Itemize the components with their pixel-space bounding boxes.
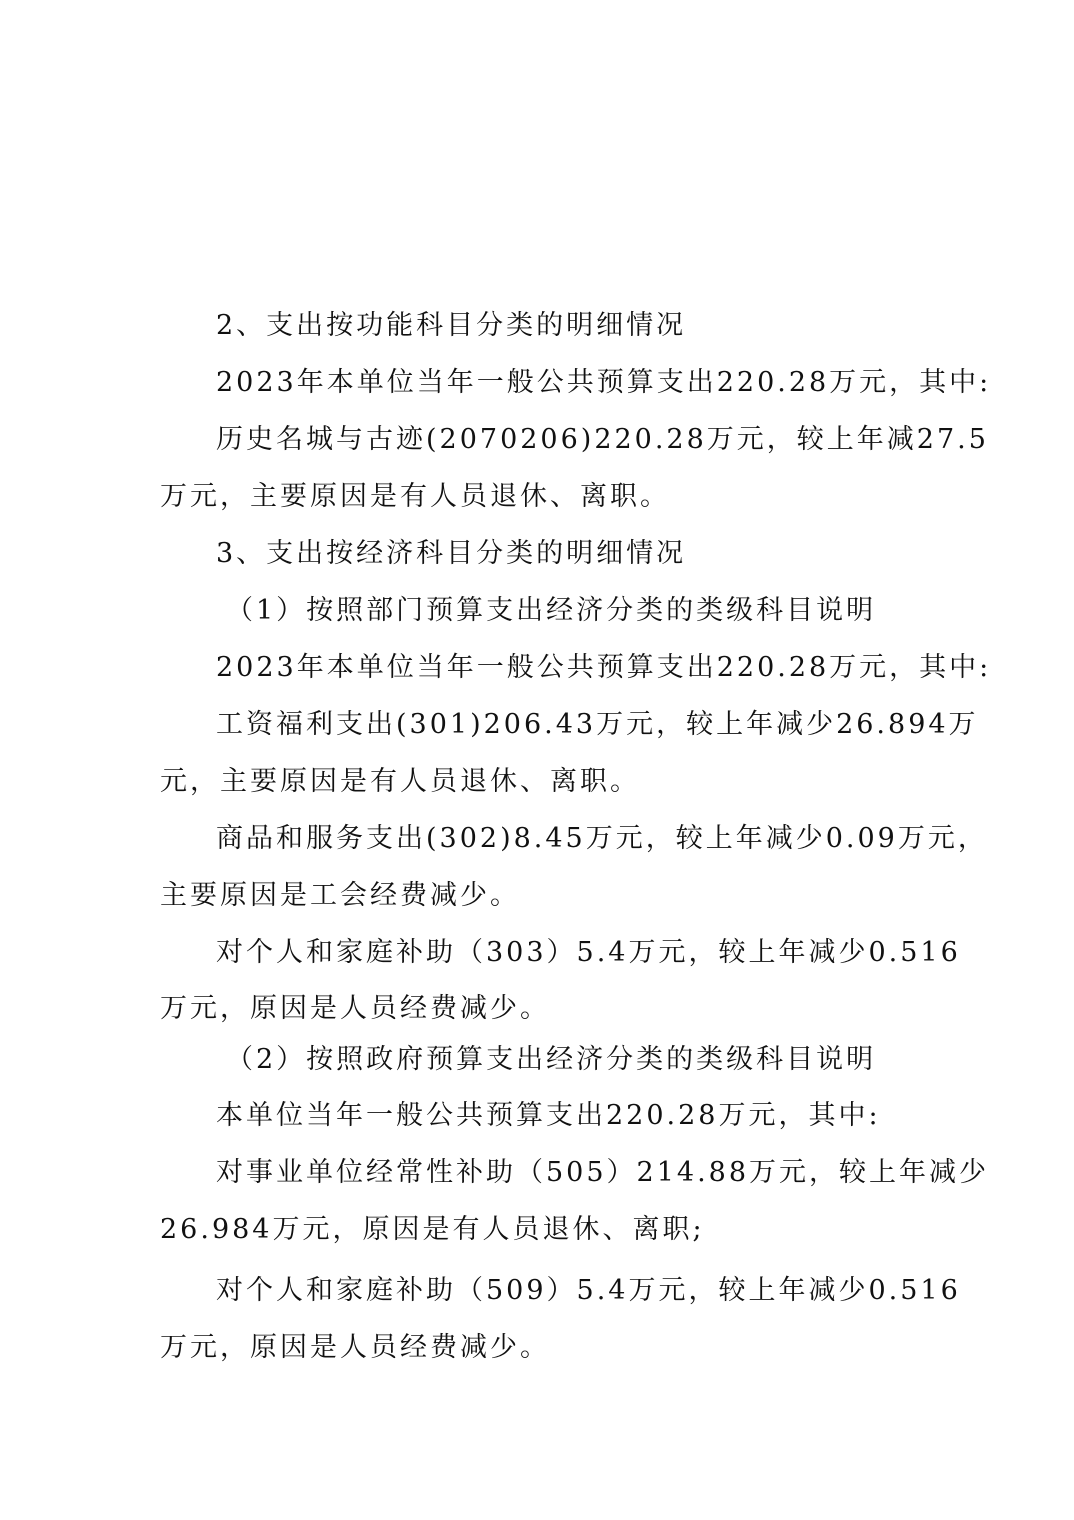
heading-economic-classification: 3、支出按经济科目分类的明细情况 bbox=[216, 538, 687, 569]
subheading-department-budget: （1）按照部门预算支出经济分类的类级科目说明 bbox=[226, 595, 877, 626]
paragraph-line: 2023年本单位当年一般公共预算支出220.28万元，其中: bbox=[216, 367, 992, 398]
paragraph-line: 主要原因是工会经费减少。 bbox=[160, 880, 520, 911]
paragraph-line: 万元，原因是人员经费减少。 bbox=[160, 1332, 550, 1363]
heading-functional-classification: 2、支出按功能科目分类的明细情况 bbox=[216, 310, 687, 341]
paragraph-line: 万元，原因是人员经费减少。 bbox=[160, 993, 550, 1024]
paragraph-line: 商品和服务支出(302)8.45万元，较上年减少0.09万元， bbox=[216, 823, 988, 854]
paragraph-line: 万元，主要原因是有人员退休、离职。 bbox=[160, 481, 670, 512]
paragraph-line: 对个人和家庭补助（303）5.4万元，较上年减少0.516 bbox=[216, 937, 961, 968]
paragraph-line: 工资福利支出(301)206.43万元，较上年减少26.894万 bbox=[216, 709, 979, 740]
paragraph-line: 本单位当年一般公共预算支出220.28万元，其中: bbox=[216, 1100, 881, 1131]
paragraph-line: 26.984万元，原因是有人员退休、离职; bbox=[160, 1214, 705, 1245]
subheading-government-budget: （2）按照政府预算支出经济分类的类级科目说明 bbox=[226, 1044, 877, 1075]
paragraph-line: 对个人和家庭补助（509）5.4万元，较上年减少0.516 bbox=[216, 1275, 961, 1306]
paragraph-line: 元，主要原因是有人员退休、离职。 bbox=[160, 766, 640, 797]
paragraph-line: 历史名城与古迹(2070206)220.28万元，较上年减27.5 bbox=[216, 424, 989, 455]
paragraph-line: 对事业单位经常性补助（505）214.88万元，较上年减少 bbox=[216, 1157, 990, 1188]
paragraph-line: 2023年本单位当年一般公共预算支出220.28万元，其中: bbox=[216, 652, 992, 683]
